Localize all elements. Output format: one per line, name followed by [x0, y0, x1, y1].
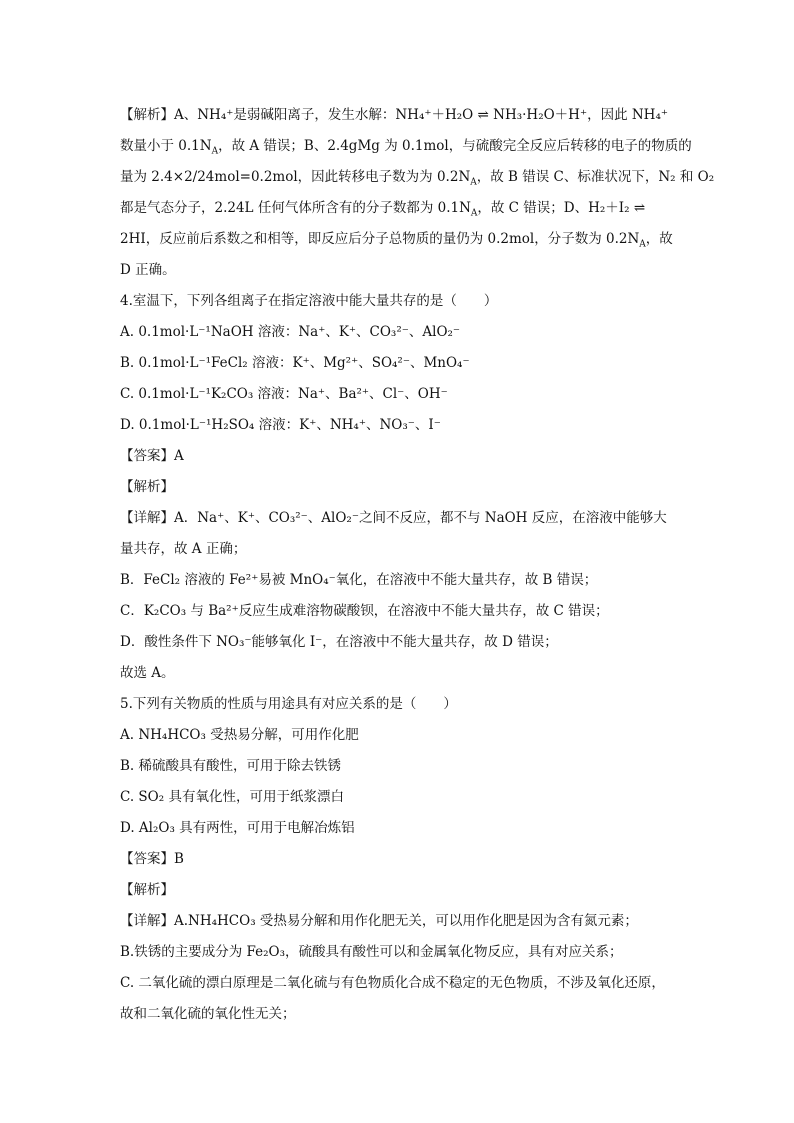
text-line-6: D 正确。: [120, 262, 176, 278]
text-line-5: 2HI，反应前后系数之和相等，即反应后分子总物质的量仍为 0.2mol，分子数为 $0.2N_A$，故: [120, 231, 673, 250]
question-5-option-d: D. Al₂O₃ 具有两性，可用于电解冶炼铝: [120, 820, 355, 836]
question-5-answer: 【答案】B: [120, 851, 184, 867]
question-4-option-d: D. 0.1mol·L⁻¹H₂SO₄ 溶液：K⁺、NH₄⁺、NO₃⁻、I⁻: [120, 417, 441, 433]
question-4-option-b: B. 0.1mol·L⁻¹FeCl₂ 溶液：K⁺、Mg²⁺、SO₄²⁻、MnO₄⁻: [120, 355, 470, 371]
question-5-analysis-heading: 【解析】: [120, 882, 174, 898]
question-4-answer: 【答案】A: [120, 448, 184, 464]
question-5-option-c: C. SO₂ 具有氧化性，可用于纸浆漂白: [120, 789, 344, 805]
text-line-3: 量为 2.4×2/24mol=0.2mol，因此转移电子数为为 $0.2N_A$，故 B 错误 C、标准状况下，N₂ 和 O₂: [120, 169, 715, 188]
text-line-4: 都是气态分子，2.24L 任何气体所含有的分子数都为 $0.1N_A$，故 C 错误；D、H₂＋I₂ ⇌: [120, 200, 646, 219]
question-5-option-b: B. 稀硫酸具有酸性，可用于除去铁锈: [120, 758, 342, 774]
question-4-option-a: A. 0.1mol·L⁻¹NaOH 溶液：Na⁺、K⁺、CO₃²⁻、AlO₂⁻: [120, 324, 461, 340]
question-4-detail-2: 量共存，故 A 正确；: [120, 541, 247, 557]
question-4-detail-3: B．FeCl₂ 溶液的 Fe²⁺易被 MnO₄⁻氧化，在溶液中不能大量共存，故 B 错误；: [120, 572, 598, 588]
question-5-detail-1: 【详解】A.NH₄HCO₃ 受热易分解和用作化肥无关，可以用作化肥是因为含有氮元素；: [120, 913, 638, 929]
question-4-detail-5: D．酸性条件下 NO₃⁻能够氧化 I⁻，在溶液中不能大量共存，故 D 错误；: [120, 634, 558, 650]
question-4-detail-1: 【详解】A．Na⁺、K⁺、CO₃²⁻、AlO₂⁻之间不反应，都不与 NaOH 反应，在溶液中能够大: [120, 510, 667, 526]
question-5-option-a: A. NH₄HCO₃ 受热易分解，可用作化肥: [120, 727, 359, 743]
question-5-stem: 5.下列有关物质的性质与用途具有对应关系的是（ ）: [120, 696, 457, 712]
document-page: [120, 100, 715, 1030]
question-5-detail-2: B.铁锈的主要成分为 Fe₂O₃，硫酸具有酸性可以和金属氧化物反应，具有对应关系；: [120, 944, 623, 960]
question-5-detail-3: C. 二氧化硫的漂白原理是二氧化硫与有色物质化合成不稳定的无色物质，不涉及氧化还原，: [120, 975, 665, 991]
question-5-detail-4: 故和二氧化硫的氧化性无关；: [120, 1006, 296, 1022]
question-4-conclusion: 故选 A。: [120, 665, 175, 681]
question-4-analysis-heading: 【解析】: [120, 479, 174, 495]
text-line-1: 【解析】A、NH₄⁺是弱碱阳离子，发生水解：NH₄⁺＋H₂O ⇌ NH₃·H₂O＋H⁺，因此 NH₄⁺: [120, 107, 668, 123]
question-4-option-c: C. 0.1mol·L⁻¹K₂CO₃ 溶液：Na⁺、Ba²⁺、Cl⁻、OH⁻: [120, 386, 448, 402]
question-4-detail-4: C．K₂CO₃ 与 Ba²⁺反应生成难溶物碳酸钡，在溶液中不能大量共存，故 C 错误；: [120, 603, 609, 619]
question-4-stem: 4.室温下，下列各组离子在指定溶液中能大量共存的是（ ）: [120, 293, 498, 309]
text-line-2: 数量小于 $0.1N_A$，故 A 错误；B、2.4gMg 为 0.1mol，与硫酸完全反应后转移的电子的物质的: [120, 138, 692, 157]
